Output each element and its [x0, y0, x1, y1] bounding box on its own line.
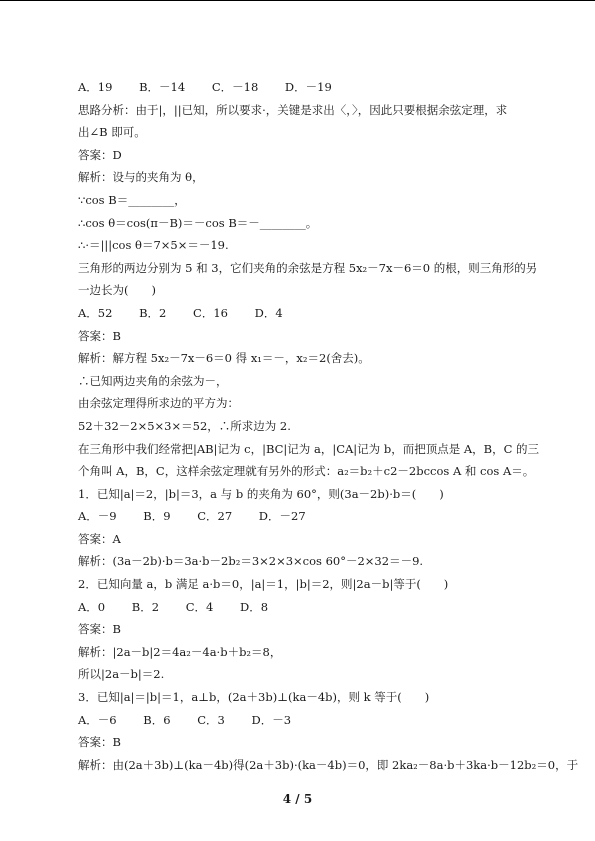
text-line: 答案：D — [78, 147, 122, 162]
text-line: 思路分析：由于|，||已知，所以要求·，关键是求出〈，〉，因此只要根据余弦定理，求 — [78, 102, 508, 117]
text-line: ∴已知两边夹角的余弦为－， — [78, 373, 228, 388]
text-line: 答案：B — [78, 328, 121, 343]
text-line: 答案：B — [78, 622, 121, 637]
text-line: 在三角形中我们经常把|AB|记为 c，|BC|记为 a，|CA|记为 b，而把顶点是 A，B，C 的三 — [78, 441, 540, 456]
text-line: ∴cos θ＝cos(π－B)＝－cos B＝－________。 — [78, 215, 318, 230]
text-line: A．－9 B．9 C．27 D．－27 — [78, 509, 306, 524]
text-line: 1．已知|a|＝2，|b|＝3，a 与 b 的夹角为 60°，则(3a－2b)·b＝( ) — [78, 486, 444, 501]
text-line: 解析：由(2a＋3b)⊥(ka－4b)得(2a＋3b)·(ka－4b)＝0，即 2ka₂－8a·b＋3ka·b－12b₂＝0，于 — [78, 757, 579, 772]
text-line: A．19 B．－14 C．－18 D．－19 — [78, 80, 332, 94]
text-line: 解析：|2a－b|2＝4a₂－4a·b＋b₂＝8， — [78, 644, 282, 659]
text-line: 2．已知向量 a，b 满足 a·b＝0，|a|＝1，|b|＝2，则|2a－b|等于( ) — [78, 577, 449, 592]
text-line: A．0 B．2 C．4 D．8 — [78, 599, 269, 614]
text-line: 解析：解方程 5x₂－7x－6＝0 得 x₁＝－，x₂＝2(舍去)。 — [78, 351, 370, 366]
text-line: ∴·＝|||cos θ＝7×5×＝－19. — [78, 238, 229, 253]
text-line: 个角叫 A，B，C，这样余弦定理就有另外的形式：a₂＝b₂＋c2－2bccos A 和 cos A＝。 — [78, 464, 535, 479]
text-line: ∵cos B＝________， — [78, 192, 186, 207]
text-line: 答案：A — [78, 531, 121, 546]
text-line: 出∠B 即可。 — [78, 125, 146, 140]
text-line: 答案：B — [78, 735, 121, 750]
top-rule — [0, 0, 595, 1]
document-body — [78, 76, 579, 776]
page-number: 4 / 5 — [282, 792, 313, 806]
text-line: 解析：设与的夹角为 θ， — [78, 170, 204, 185]
text-line: 52＋32－2×5×3×＝52，∴所求边为 2. — [78, 418, 291, 433]
text-line: 解析：(3a－2b)·b＝3a·b－2b₂＝3×2×3×cos 60°－2×32＝－9. — [78, 554, 424, 569]
text-line: 由余弦定理得所求边的平方为： — [78, 396, 239, 411]
text-line: A．52 B．2 C．16 D．4 — [78, 305, 283, 320]
text-line: 所以|2a－b|＝2. — [78, 667, 165, 682]
text-line: 一边长为( ) — [78, 283, 156, 298]
text-line: 3．已知|a|＝|b|＝1，a⊥b，(2a＋3b)⊥(ka－4b)，则 k 等于( ) — [78, 690, 430, 705]
text-line: A．－6 B．6 C．3 D．－3 — [78, 712, 292, 727]
text-line: 三角形的两边分别为 5 和 3，它们夹角的余弦是方程 5x₂－7x－6＝0 的根，则三角形的另 — [78, 260, 538, 275]
